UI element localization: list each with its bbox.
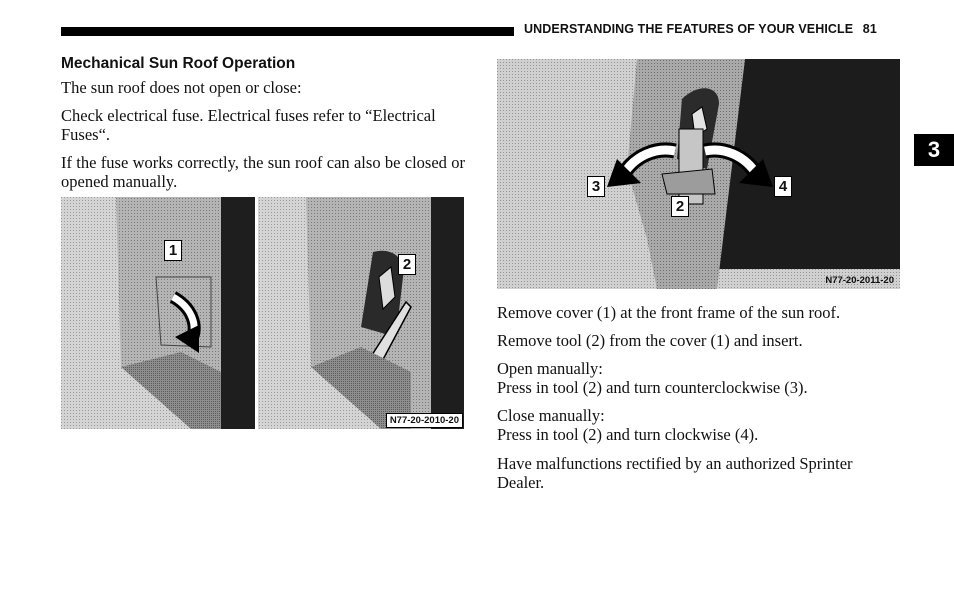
page-number: 81 xyxy=(862,22,877,36)
open-manually-heading: Open manually: xyxy=(497,359,603,378)
running-head-title: UNDERSTANDING THE FEATURES OF YOUR VEHICLE xyxy=(524,22,854,36)
paragraph-problem: The sun roof does not open or close: xyxy=(61,78,302,97)
chapter-tab: 3 xyxy=(914,134,954,166)
header-rule xyxy=(61,27,514,36)
figure-turn-tool-illustration xyxy=(497,59,900,289)
close-manually-heading: Close manually: xyxy=(497,406,605,425)
paragraph-dealer: Have malfunctions rectified by an authorized Sprinter Dealer. xyxy=(497,454,853,492)
close-manually-block xyxy=(497,406,917,444)
callout-4: 4 xyxy=(774,176,792,197)
paragraph-remove-tool: Remove tool (2) from the cover (1) and insert. xyxy=(497,331,803,350)
callout-3: 3 xyxy=(587,176,605,197)
running-head xyxy=(524,22,900,36)
figure-code-right: N77-20-2011-20 xyxy=(825,275,894,286)
close-manually-instruction: Press in tool (2) and turn clockwise (4). xyxy=(497,425,759,444)
figure-remove-cover-illustration xyxy=(61,197,464,429)
callout-2: 2 xyxy=(398,254,416,275)
figure-remove-cover xyxy=(61,197,464,429)
callout-2-right: 2 xyxy=(671,196,689,217)
paragraph-manual: If the fuse works correctly, the sun roof can also be closed or opened manually. xyxy=(61,153,465,191)
figure-code-left: N77-20-2010-20 xyxy=(386,413,463,428)
callout-1: 1 xyxy=(164,240,182,261)
section-title: Mechanical Sun Roof Operation xyxy=(61,55,296,72)
paragraph-remove-cover: Remove cover (1) at the front frame of the sun roof. xyxy=(497,303,841,322)
figure-turn-tool xyxy=(497,59,900,289)
paragraph-fuse: Check electrical fuse. Electrical fuses refer to “Electrical Fuses“. xyxy=(61,106,436,144)
open-manually-block xyxy=(497,359,917,397)
open-manually-instruction: Press in tool (2) and turn counterclockwise (3). xyxy=(497,378,808,397)
